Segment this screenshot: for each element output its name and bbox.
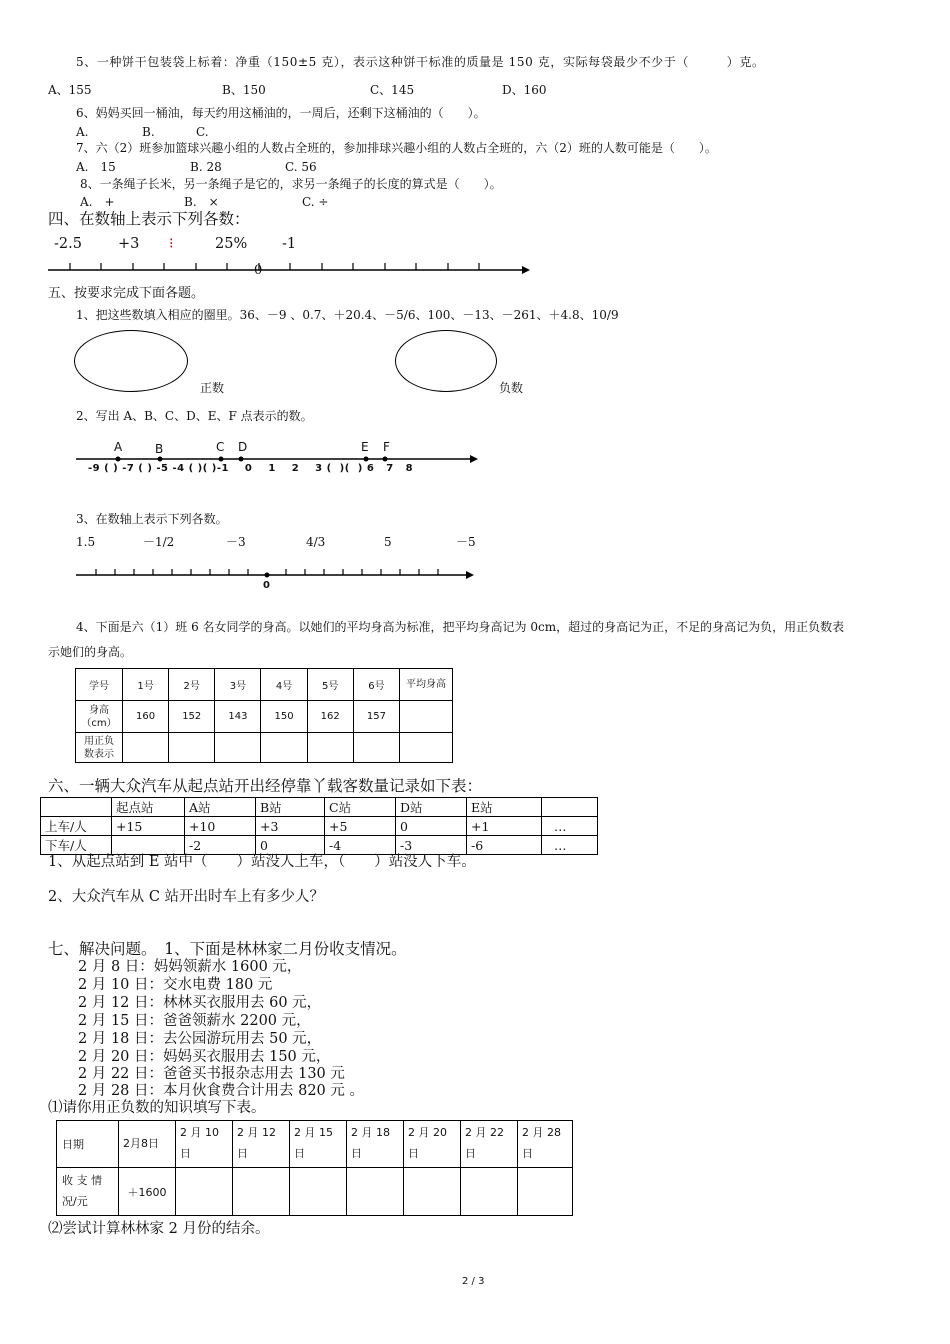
table-cell: B站 (256, 798, 325, 817)
table-row (76, 701, 453, 733)
table-cell (518, 1168, 573, 1216)
date-label: 日 (522, 1147, 533, 1160)
q3-number: －1/2 (143, 535, 175, 549)
q5-option-b: B、150 (222, 83, 266, 97)
table-cell: +5 (325, 817, 396, 836)
section-5-title: 五、按要求完成下面各题。 (48, 286, 205, 301)
table-cell: 152 (169, 701, 215, 733)
table-cell: ＋1600 (119, 1168, 176, 1216)
negative-label: 负数 (499, 381, 524, 395)
table-row (41, 798, 598, 817)
table-cell: 162 (307, 701, 353, 733)
income-table (56, 1120, 573, 1216)
q5-text: 5、一种饼干包装袋上标着：净重（150±5 克），表示这种饼干标准的质量是 150 克，实际每袋最少不少于（ ）克。 (76, 55, 765, 69)
q3-zero: 0 (263, 580, 270, 591)
s5-q2-ticks: -9 ( ) -7 ( ) -5 -4 ( )( )-1 0 1 2 3 ( )( ) 6 7 8 (88, 463, 414, 474)
s7-entry: 2 月 28 日：本月伙食费合计用去 820 元 。 (78, 1083, 365, 1099)
table-cell: C站 (325, 798, 396, 817)
table-cell (542, 798, 598, 817)
section-7-title: 七、解决问题。 1、下面是林林家二月份收支情况。 (48, 940, 407, 958)
s5-q1: 1、把这些数填入相应的圈里。36、－9 、0.7、＋20.4、－5/6、100、－13、－261、＋4.8、10/9 (76, 308, 619, 322)
point-b: B (155, 442, 164, 456)
q3-number: 4/3 (306, 535, 326, 549)
q5-option-c: C、145 (370, 83, 415, 97)
q3-number: －5 (456, 535, 476, 549)
date-label: 2 月 10 (180, 1126, 219, 1140)
table-cell (112, 836, 185, 855)
q7-text: 7、六（2）班参加篮球兴趣小组的人数占全班的，参加排球兴趣小组的人数占全班的，六（2）班的人数可能是（ ）。 (76, 141, 717, 155)
table-cell: 学号 (76, 669, 123, 701)
table-cell: 0 (396, 817, 467, 836)
q5-option-d: D、160 (502, 83, 547, 97)
date-label: 2月8日 (123, 1136, 159, 1150)
q6-option-c: C. (196, 125, 209, 139)
table-cell (353, 733, 399, 763)
s4-number: -2.5 (54, 236, 82, 252)
table-cell: +10 (185, 817, 256, 836)
point-c: C (216, 440, 225, 454)
table-cell: +1 (467, 817, 542, 836)
table-row (41, 817, 598, 836)
table-cell (123, 733, 169, 763)
height-table (75, 668, 453, 763)
table-cell: 下车/人 (41, 836, 112, 855)
table-cell (215, 733, 261, 763)
table-cell: 150 (261, 701, 307, 733)
table-cell: -3 (396, 836, 467, 855)
q7-option-c: C. 56 (285, 160, 317, 174)
table-cell: … (542, 836, 598, 855)
table-cell (307, 733, 353, 763)
q6-text: 6、妈妈买回一桶油，每天约用这桶油的，一周后，还剩下这桶油的（ ）。 (76, 106, 486, 120)
q8-text: 8、一条绳子长米，另一条绳子是它的，求另一条绳子的长度的算式是（ ）。 (80, 177, 502, 191)
point-e: E (361, 440, 369, 454)
table-cell (169, 733, 215, 763)
s6-q1: 1、从起点站到 E 站中（ ）站没人上车，（ ）站没人下车。 (48, 854, 476, 870)
table-cell (233, 1168, 290, 1216)
table-cell: 5号 (307, 669, 353, 701)
bus-table (40, 797, 598, 855)
table-cell: 3号 (215, 669, 261, 701)
table-row (76, 733, 453, 763)
s6-q2: 2、大众汽车从 C 站开出时车上有多少人？ (48, 889, 325, 905)
s7-sub1: ⑴请你用正负数的知识填写下表。 (48, 1100, 266, 1116)
table-cell: 4号 (261, 669, 307, 701)
table-cell (461, 1168, 518, 1216)
date-label: 日 (180, 1147, 191, 1160)
s4-marker: ⁝ (169, 236, 174, 252)
table-cell: 日期 (57, 1121, 119, 1168)
table-cell: E站 (467, 798, 542, 817)
table-cell (347, 1168, 404, 1216)
date-label: 日 (294, 1147, 305, 1160)
date-label: 日 (237, 1147, 248, 1160)
s7-entry: 2 月 12 日：林林买衣服用去 60 元， (78, 995, 322, 1011)
row-label: 况/元 (62, 1194, 88, 1208)
table-cell: 起点站 (112, 798, 185, 817)
section-4-title: 四、在数轴上表示下列各数： (48, 210, 250, 228)
q3-number: 5 (384, 535, 392, 549)
point-a: A (114, 440, 123, 454)
q8-option-a: A. + (80, 195, 115, 209)
table-cell: -2 (185, 836, 256, 855)
point-d: D (238, 440, 248, 454)
page-number: 2 / 3 (462, 1276, 485, 1287)
positive-label: 正数 (200, 381, 225, 395)
table-cell (290, 1168, 347, 1216)
date-label: 日 (408, 1147, 419, 1160)
s5-q4-line1: 4、下面是六（1）班 6 名女同学的身高。以她们的平均身高为标准，把平均身高记为 0cm，超过的身高记为正，不足的身高记为负，用正负数表 (76, 620, 845, 634)
q7-option-b: B. 28 (190, 160, 222, 174)
s5-q3: 3、在数轴上表示下列各数。 (76, 512, 228, 526)
table-cell (41, 798, 112, 817)
s4-number: +3 (118, 236, 140, 252)
table-cell: … (542, 817, 598, 836)
table-row (57, 1121, 573, 1168)
table-cell: +15 (112, 817, 185, 836)
s4-number: -1 (282, 236, 297, 252)
date-label: 2 月 28 (522, 1126, 561, 1140)
date-label: 日 (465, 1147, 476, 1160)
table-cell: 2号 (169, 669, 215, 701)
table-cell: 上车/人 (41, 817, 112, 836)
table-cell (404, 1168, 461, 1216)
table-cell: -4 (325, 836, 396, 855)
table-cell: 6号 (353, 669, 399, 701)
s7-entry: 2 月 22 日：爸爸买书报杂志用去 130 元 (78, 1066, 345, 1082)
q5-option-a: A、155 (48, 83, 92, 97)
q7-option-a: A. 15 (76, 160, 116, 174)
date-label: 日 (351, 1147, 362, 1160)
table-cell (261, 733, 307, 763)
row-label: 收 支 情 (62, 1173, 102, 1187)
table-cell: 平均身高 (400, 669, 453, 701)
table-cell: 157 (353, 701, 399, 733)
date-label: 2 月 18 (351, 1126, 390, 1140)
q3-number: 1.5 (76, 535, 96, 549)
s4-number: 25% (215, 236, 248, 252)
s5-q2: 2、写出 A、B、C、D、E、F 点表示的数。 (76, 409, 313, 423)
table-cell: 用正负数表示 (76, 733, 123, 763)
s7-entry: 2 月 8 日：妈妈领薪水 1600 元， (78, 959, 302, 975)
s7-entry: 2 月 20 日：妈妈买衣服用去 150 元， (78, 1049, 331, 1065)
date-label: 2 月 15 (294, 1126, 333, 1140)
table-cell (400, 733, 453, 763)
table-cell: +3 (256, 817, 325, 836)
table-cell: 143 (215, 701, 261, 733)
table-cell: D站 (396, 798, 467, 817)
table-cell: 0 (256, 836, 325, 855)
table-row (57, 1168, 573, 1216)
table-cell: -6 (467, 836, 542, 855)
table-row (41, 836, 598, 855)
date-label: 2 月 22 (465, 1126, 504, 1140)
table-cell (176, 1168, 233, 1216)
date-label: 2 月 20 (408, 1126, 447, 1140)
date-label: 2 月 12 (237, 1126, 276, 1140)
s7-entry: 2 月 18 日：去公园游玩用去 50 元， (78, 1031, 322, 1047)
q6-option-a: A. (76, 125, 89, 139)
q8-option-c: C. ÷ (302, 195, 329, 209)
table-cell: 身高（cm） (76, 701, 123, 733)
table-cell: A站 (185, 798, 256, 817)
table-row (76, 669, 453, 701)
s4-zero-label: 0 (254, 263, 263, 278)
s5-q4-line2: 示她们的身高。 (48, 645, 133, 659)
q3-number: －3 (226, 535, 246, 549)
q6-option-b: B. (142, 125, 155, 139)
table-cell: 1号 (123, 669, 169, 701)
q8-option-b: B. × (184, 195, 219, 209)
section-6-title: 六、一辆大众汽车从起点站开出经停靠丫载客数量记录如下表： (48, 777, 483, 795)
s7-entry: 2 月 10 日：交水电费 180 元 (78, 977, 273, 993)
table-cell (400, 701, 453, 733)
point-f: F (383, 440, 390, 454)
s7-sub2: ⑵尝试计算林林家 2 月份的结余。 (48, 1221, 270, 1237)
s7-entry: 2 月 15 日：爸爸领薪水 2200 元， (78, 1013, 311, 1029)
table-cell: 160 (123, 701, 169, 733)
